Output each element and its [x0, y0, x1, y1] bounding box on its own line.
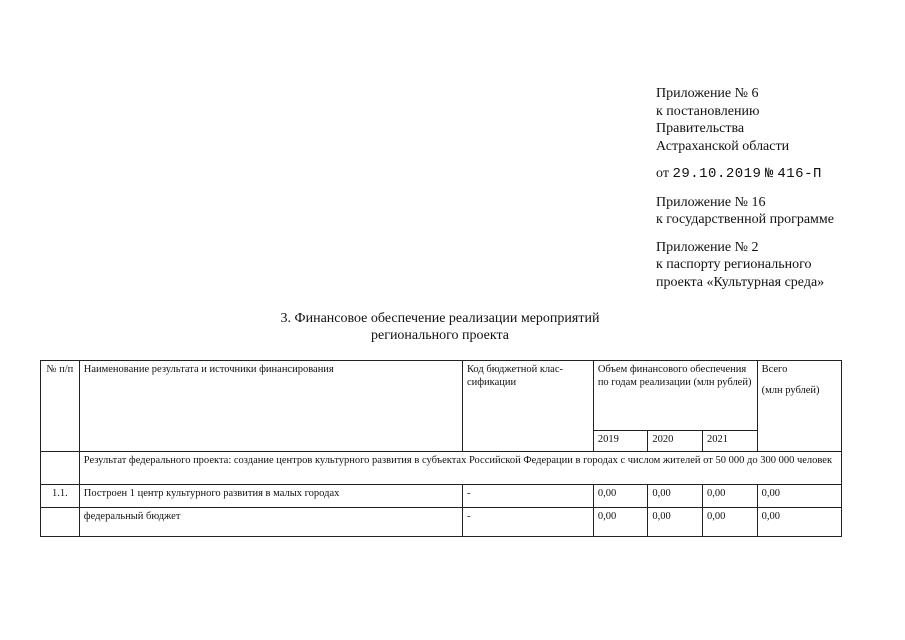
header-line: к государственной программе: [656, 212, 834, 227]
order-number: 416-П: [777, 166, 822, 182]
row-code: -: [462, 508, 593, 537]
financing-table: [40, 360, 842, 537]
row-total: 0,00: [757, 485, 841, 508]
order-prefix: от: [656, 166, 669, 181]
col-header-code: Код бюджетной клас-сификации: [462, 361, 593, 452]
order-reference: [656, 165, 834, 184]
year-header: 2021: [703, 431, 758, 452]
result-text: Результат федерального проекта: создание центров культурного развития в субъектах Российской Федерации в городах с числом жителей от 50 000 до 300 000 человек: [79, 452, 841, 485]
year-header: 2020: [648, 431, 703, 452]
order-number-sign: №: [764, 166, 774, 182]
row-num: 1.1.: [41, 485, 80, 508]
row-name: федеральный бюджет: [79, 508, 462, 537]
appendix-16-label: Приложение № 16: [656, 194, 766, 210]
row-2019: 0,00: [593, 485, 648, 508]
header-line: к постановлению: [656, 103, 760, 119]
row-name: Построен 1 центр культурного развития в малых городах: [79, 485, 462, 508]
col-header-name: Наименование результата и источники финансирования: [79, 361, 462, 452]
row-code: -: [462, 485, 593, 508]
row-2021: 0,00: [703, 485, 758, 508]
year-header: 2019: [593, 431, 648, 452]
table-row: [41, 485, 842, 508]
document-header: [656, 85, 834, 291]
order-date: 29.10.2019: [672, 166, 762, 182]
row-2020: 0,00: [648, 485, 703, 508]
row-2020: 0,00: [648, 508, 703, 537]
header-line: к паспорту регионального: [656, 257, 812, 272]
header-line: Астраханской области: [656, 138, 790, 154]
col-header-volume: Объем финансового обеспечения по годам реализации (млн рублей): [593, 361, 757, 431]
result-row: [41, 452, 842, 485]
row-2019: 0,00: [593, 508, 648, 537]
row-num: [41, 508, 80, 537]
table-row: [41, 508, 842, 537]
appendix-6-label: Приложение № 6: [656, 86, 759, 101]
header-line: Правительства: [656, 121, 745, 136]
section-title: 3. Финансовое обеспечение реализации мероприятий регионального проекта: [280, 311, 600, 343]
header-line: проекта «Культурная среда»: [656, 274, 825, 290]
col-header-total: Всего (млн рублей): [757, 361, 841, 452]
row-2021: 0,00: [703, 508, 758, 537]
appendix-2-label: Приложение № 2: [656, 239, 759, 255]
col-header-num: № п/п: [41, 361, 80, 452]
row-total: 0,00: [757, 508, 841, 537]
